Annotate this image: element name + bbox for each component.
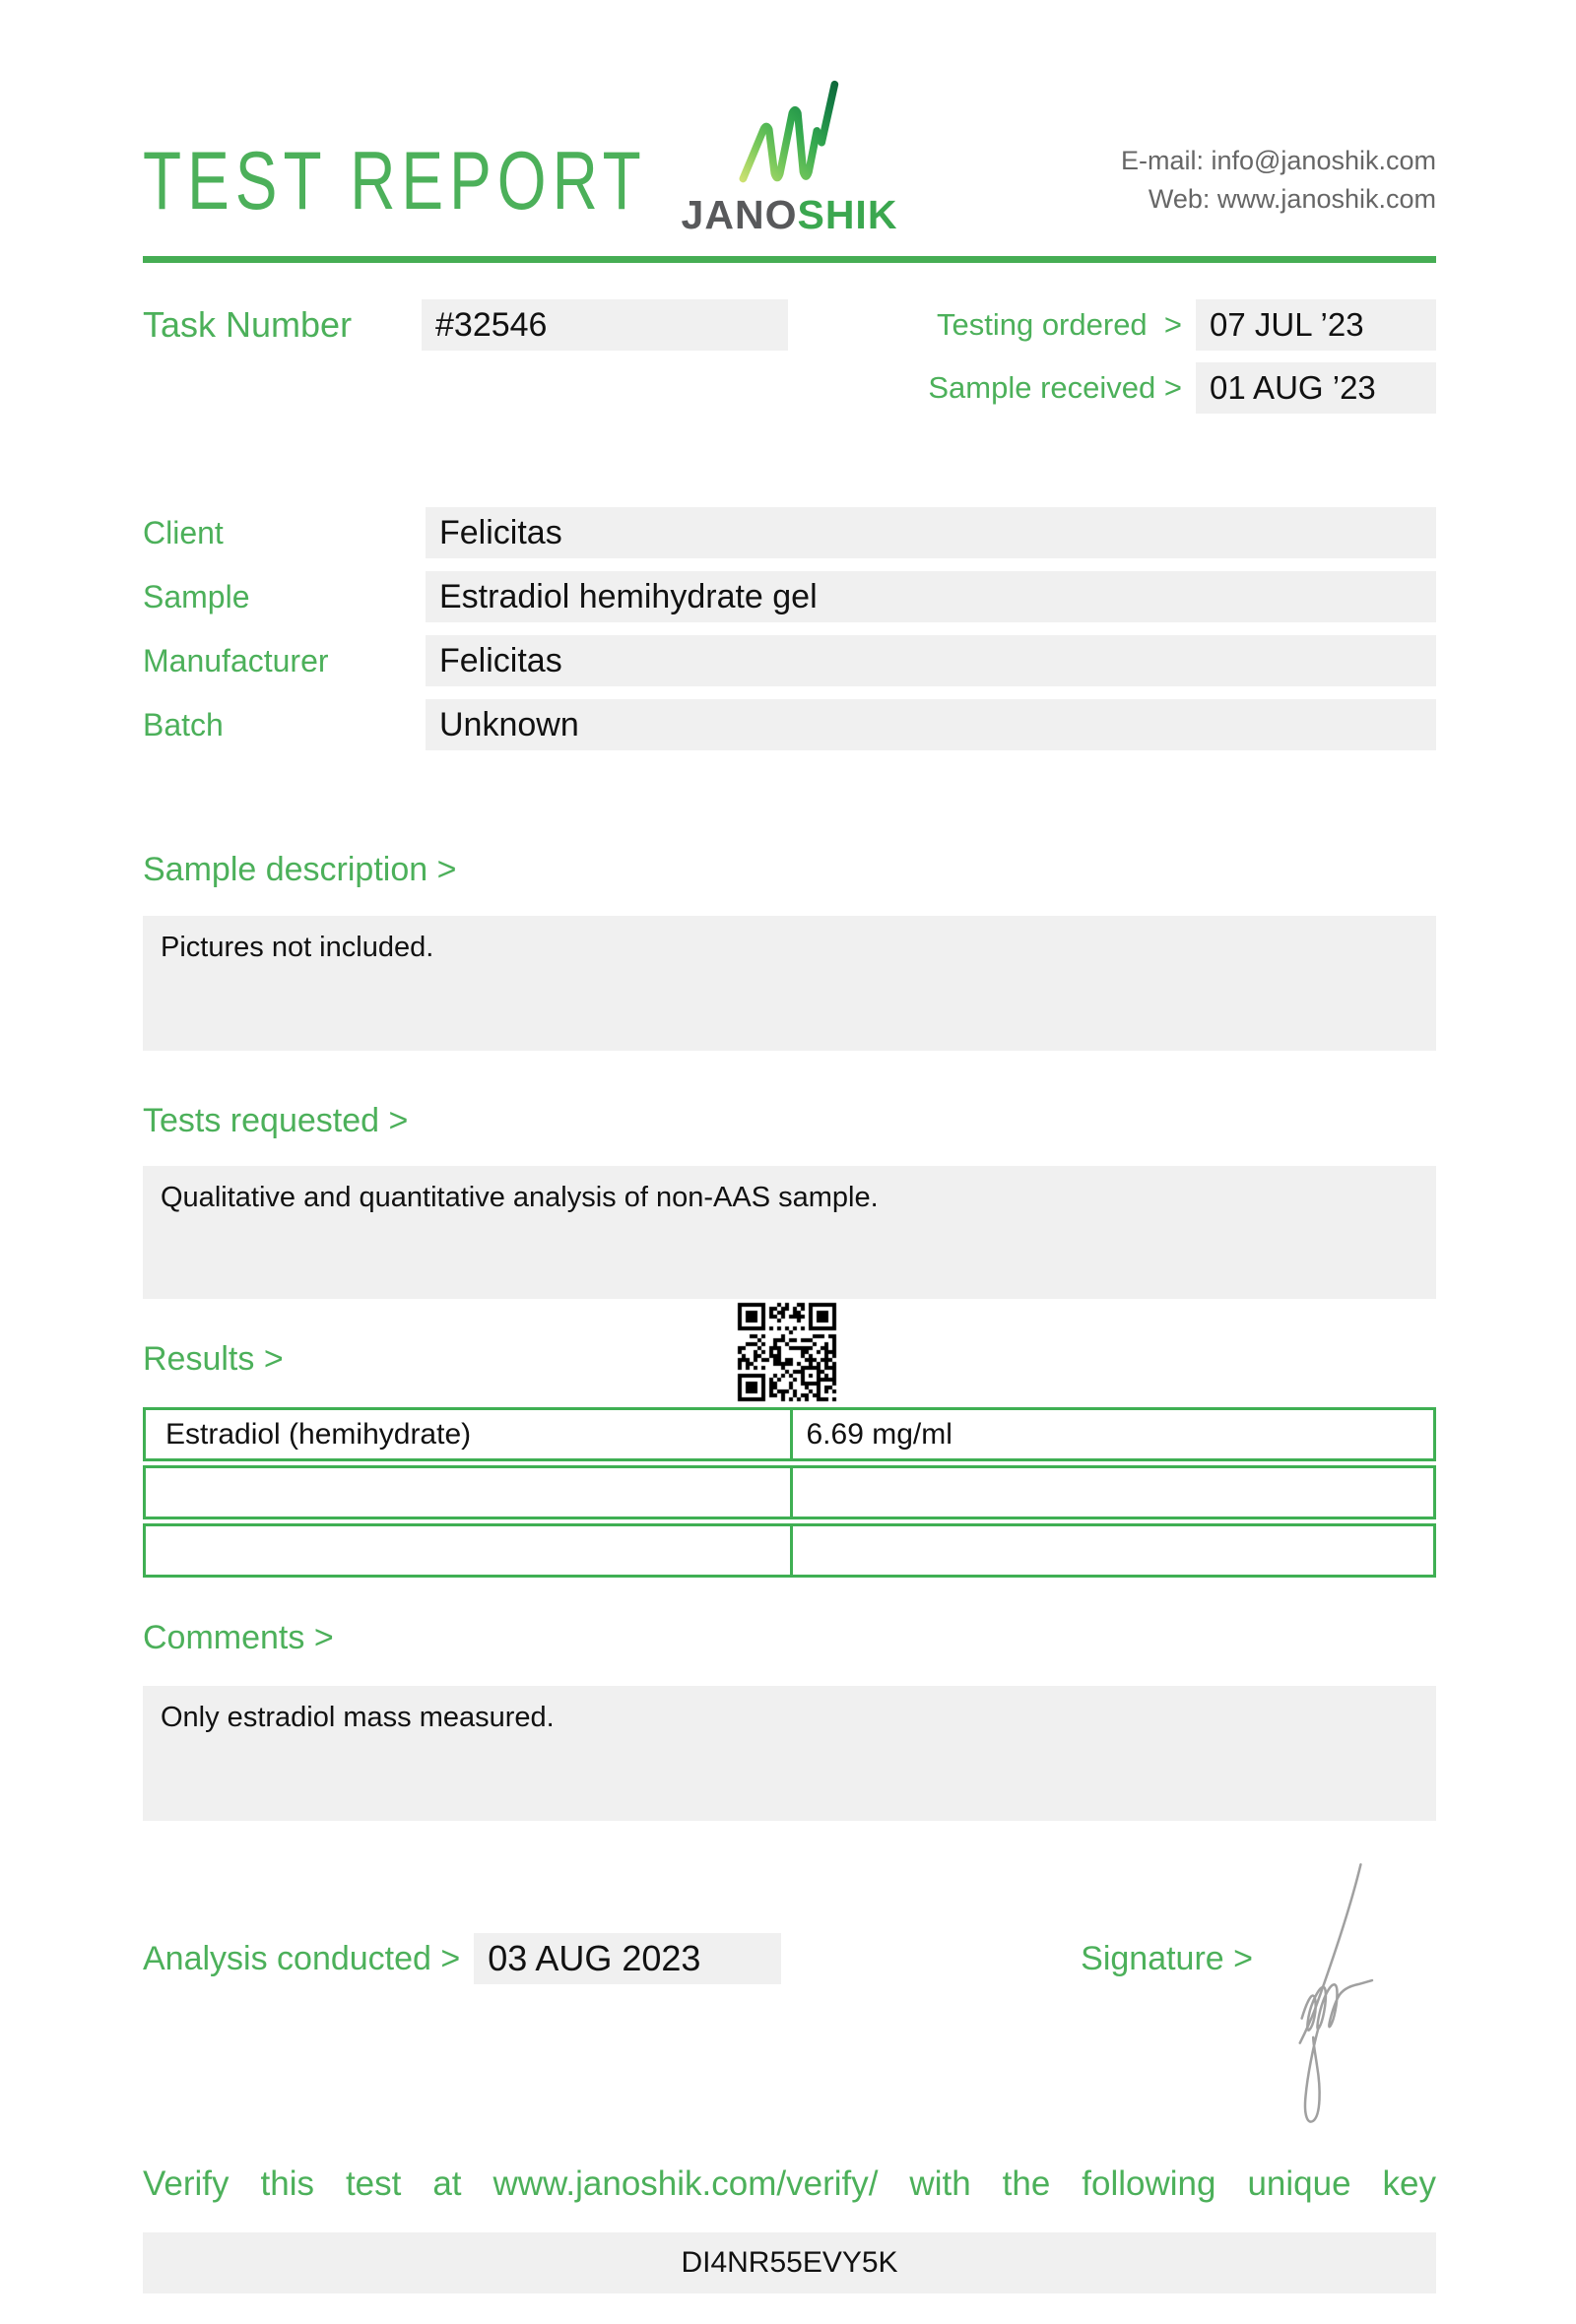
signature-label: Signature >	[1081, 1939, 1253, 1977]
contact-web: Web: www.janoshik.com	[1148, 184, 1436, 214]
results-heading: Results >	[143, 1340, 284, 1378]
results-section	[143, 1299, 1436, 1578]
sample-description-heading: Sample description >	[143, 851, 457, 888]
task-number-row	[143, 299, 788, 351]
footer-row	[143, 1933, 1436, 1984]
signature-image	[1266, 1854, 1399, 2140]
tests-requested-heading: Tests requested >	[143, 1102, 409, 1139]
contact-email: E-mail: info@janoshik.com	[1120, 146, 1436, 175]
sample-info-section	[143, 507, 1436, 750]
manufacturer-value: Felicitas	[426, 635, 1436, 686]
table-row	[143, 1465, 1436, 1519]
wordmark-jano: JANO	[681, 192, 798, 237]
info-row-batch	[143, 699, 1436, 750]
result-value	[790, 1526, 1434, 1575]
testing-ordered-row	[928, 299, 1436, 351]
result-analyte	[146, 1468, 790, 1517]
sample-label: Sample	[143, 578, 250, 614]
info-row-sample	[143, 571, 1436, 622]
sample-description-panel: Pictures not included.	[143, 916, 1436, 1051]
client-label: Client	[143, 514, 224, 550]
test-report-page	[143, 0, 1436, 2324]
analysis-conducted-label: Analysis conducted >	[143, 1939, 461, 1977]
result-analyte	[146, 1526, 790, 1575]
manufacturer-label: Manufacturer	[143, 642, 329, 678]
comments-heading: Comments >	[143, 1619, 334, 1656]
tests-requested-panel: Qualitative and quantitative analysis of non-AAS sample.	[143, 1166, 1436, 1299]
analysis-conducted-value: 03 AUG 2023	[474, 1933, 781, 1984]
sample-received-row	[928, 362, 1436, 414]
sample-received-label: Sample received >	[928, 370, 1182, 405]
janoshik-chart-icon	[728, 75, 851, 191]
result-value: 6.69 mg/ml	[790, 1410, 1434, 1458]
page-title: TEST REPORT	[143, 134, 647, 227]
qr-code	[737, 1302, 837, 1402]
client-value: Felicitas	[426, 507, 1436, 558]
wordmark-shik: SHIK	[797, 192, 898, 237]
sample-value: Estradiol hemihydrate gel	[426, 571, 1436, 622]
task-number-label: Task Number	[143, 304, 353, 345]
sample-received-value: 01 AUG ’23	[1196, 362, 1436, 414]
header-divider	[143, 256, 1436, 263]
meta-section	[143, 299, 1436, 414]
testing-ordered-label: Testing ordered >	[936, 307, 1182, 342]
results-table	[143, 1407, 1436, 1578]
contact-block	[1121, 142, 1436, 219]
comments-panel: Only estradiol mass measured.	[143, 1686, 1436, 1821]
table-row	[143, 1523, 1436, 1578]
task-number-value: #32546	[422, 299, 788, 351]
janoshik-wordmark	[681, 192, 898, 237]
batch-label: Batch	[143, 706, 224, 742]
testing-ordered-value: 07 JUL ’23	[1196, 299, 1436, 351]
unique-key-value: DI4NR55EVY5K	[143, 2232, 1436, 2293]
table-row	[143, 1407, 1436, 1461]
result-value	[790, 1468, 1434, 1517]
janoshik-logo	[682, 75, 898, 235]
batch-value: Unknown	[426, 699, 1436, 750]
result-analyte: Estradiol (hemihydrate)	[165, 1417, 472, 1451]
dates-block	[928, 299, 1436, 414]
report-header	[143, 0, 1436, 263]
info-row-client	[143, 507, 1436, 558]
verify-instruction: Verify this test at www.janoshik.com/verify/ with the following unique key	[143, 2164, 1436, 2203]
info-row-manufacturer	[143, 635, 1436, 686]
